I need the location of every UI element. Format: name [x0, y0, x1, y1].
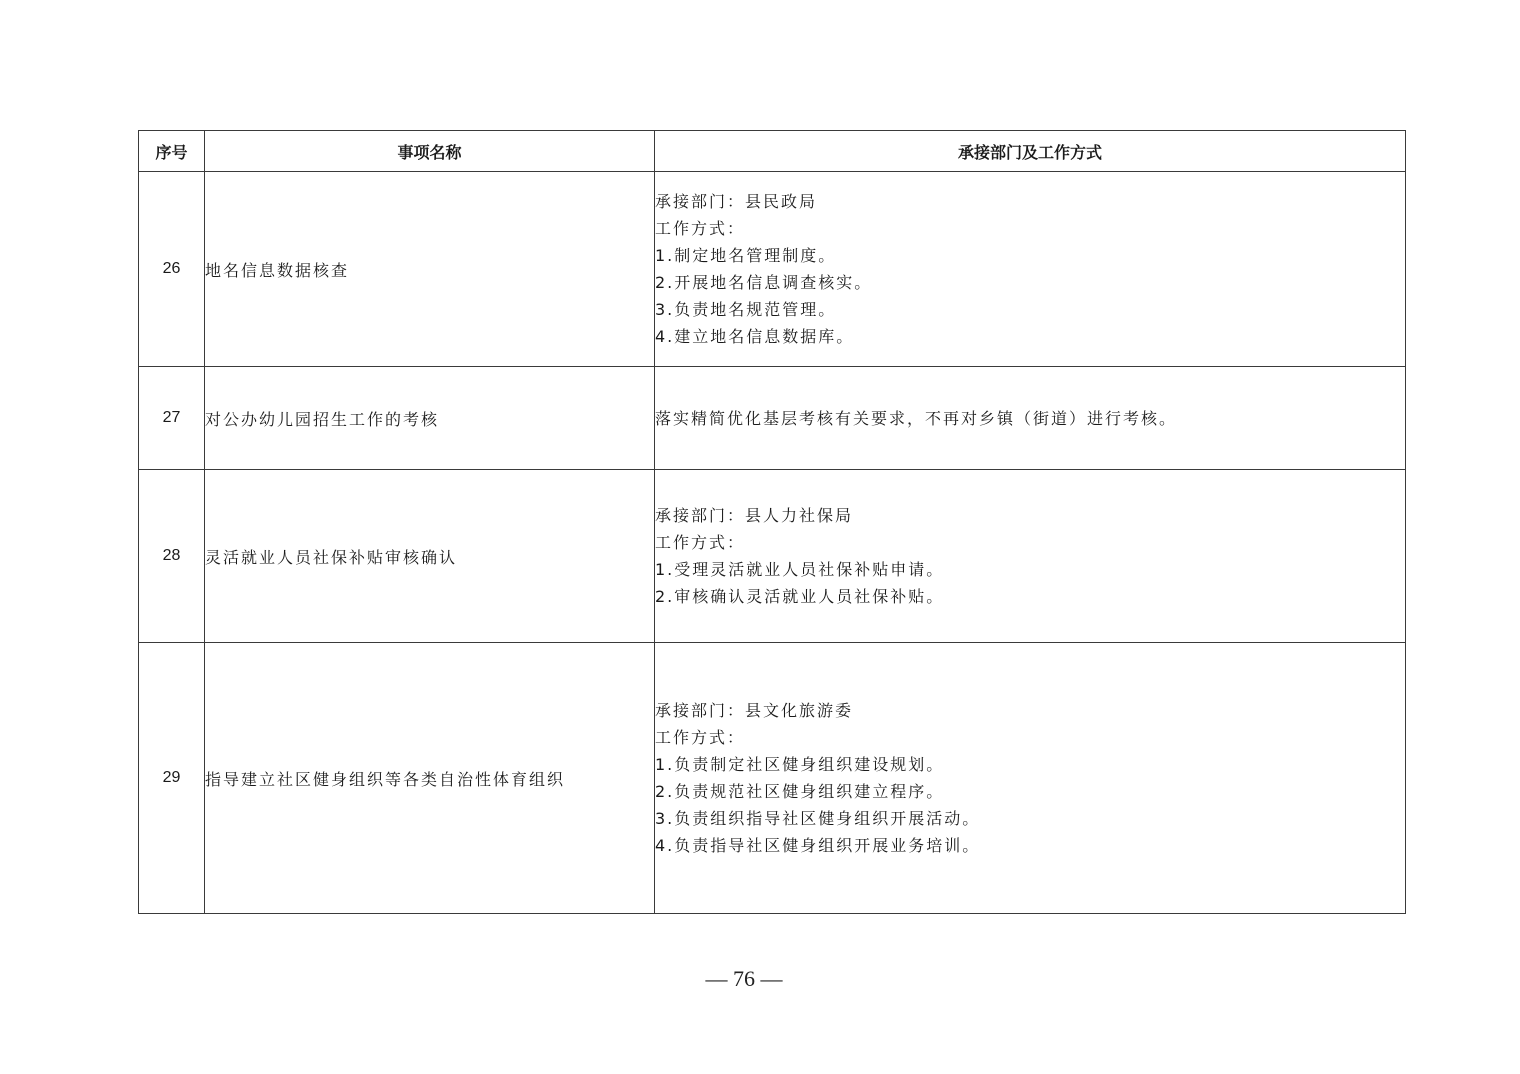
method-line: 工作方式： — [655, 728, 746, 747]
table-header-row — [139, 131, 1406, 172]
items-table — [138, 130, 1406, 914]
method-line: 工作方式： — [655, 533, 746, 552]
method-line: 承接部门：县文化旅游委 — [655, 701, 854, 720]
row-number: 28 — [139, 470, 205, 643]
row-number: 27 — [139, 367, 205, 470]
table-row — [139, 367, 1406, 470]
row-name: 指导建立社区健身组织等各类自治性体育组织 — [205, 643, 655, 914]
page-number: — 76 — — [705, 966, 783, 991]
row-name: 灵活就业人员社保补贴审核确认 — [205, 470, 655, 643]
method-line: 承接部门：县民政局 — [655, 192, 818, 211]
row-method — [655, 172, 1406, 367]
method-line: 1.受理灵活就业人员社保补贴申请。 — [655, 560, 945, 579]
method-line: 4.建立地名信息数据库。 — [655, 327, 855, 346]
method-line: 工作方式： — [655, 219, 746, 238]
header-name: 事项名称 — [205, 131, 655, 172]
method-line: 3.负责地名规范管理。 — [655, 300, 837, 319]
method-line: 4.负责指导社区健身组织开展业务培训。 — [655, 836, 981, 855]
table-row — [139, 643, 1406, 914]
method-line: 2.开展地名信息调查核实。 — [655, 273, 873, 292]
method-line: 3.负责组织指导社区健身组织开展活动。 — [655, 809, 981, 828]
row-method — [655, 470, 1406, 643]
table-row — [139, 470, 1406, 643]
method-line: 1.负责制定社区健身组织建设规划。 — [655, 755, 945, 774]
row-name: 地名信息数据核查 — [205, 172, 655, 367]
row-name: 对公办幼儿园招生工作的考核 — [205, 367, 655, 470]
header-method: 承接部门及工作方式 — [655, 131, 1406, 172]
header-number: 序号 — [139, 131, 205, 172]
method-line: 承接部门：县人力社保局 — [655, 506, 854, 525]
method-line: 2.审核确认灵活就业人员社保补贴。 — [655, 587, 945, 606]
row-method — [655, 367, 1406, 470]
method-line: 2.负责规范社区健身组织建立程序。 — [655, 782, 945, 801]
row-number: 29 — [139, 643, 205, 914]
row-number: 26 — [139, 172, 205, 367]
method-line: 落实精简优化基层考核有关要求，不再对乡镇（街道）进行考核。 — [655, 408, 1178, 428]
table-row — [139, 172, 1406, 367]
method-line: 1.制定地名管理制度。 — [655, 246, 837, 265]
row-method — [655, 643, 1406, 914]
